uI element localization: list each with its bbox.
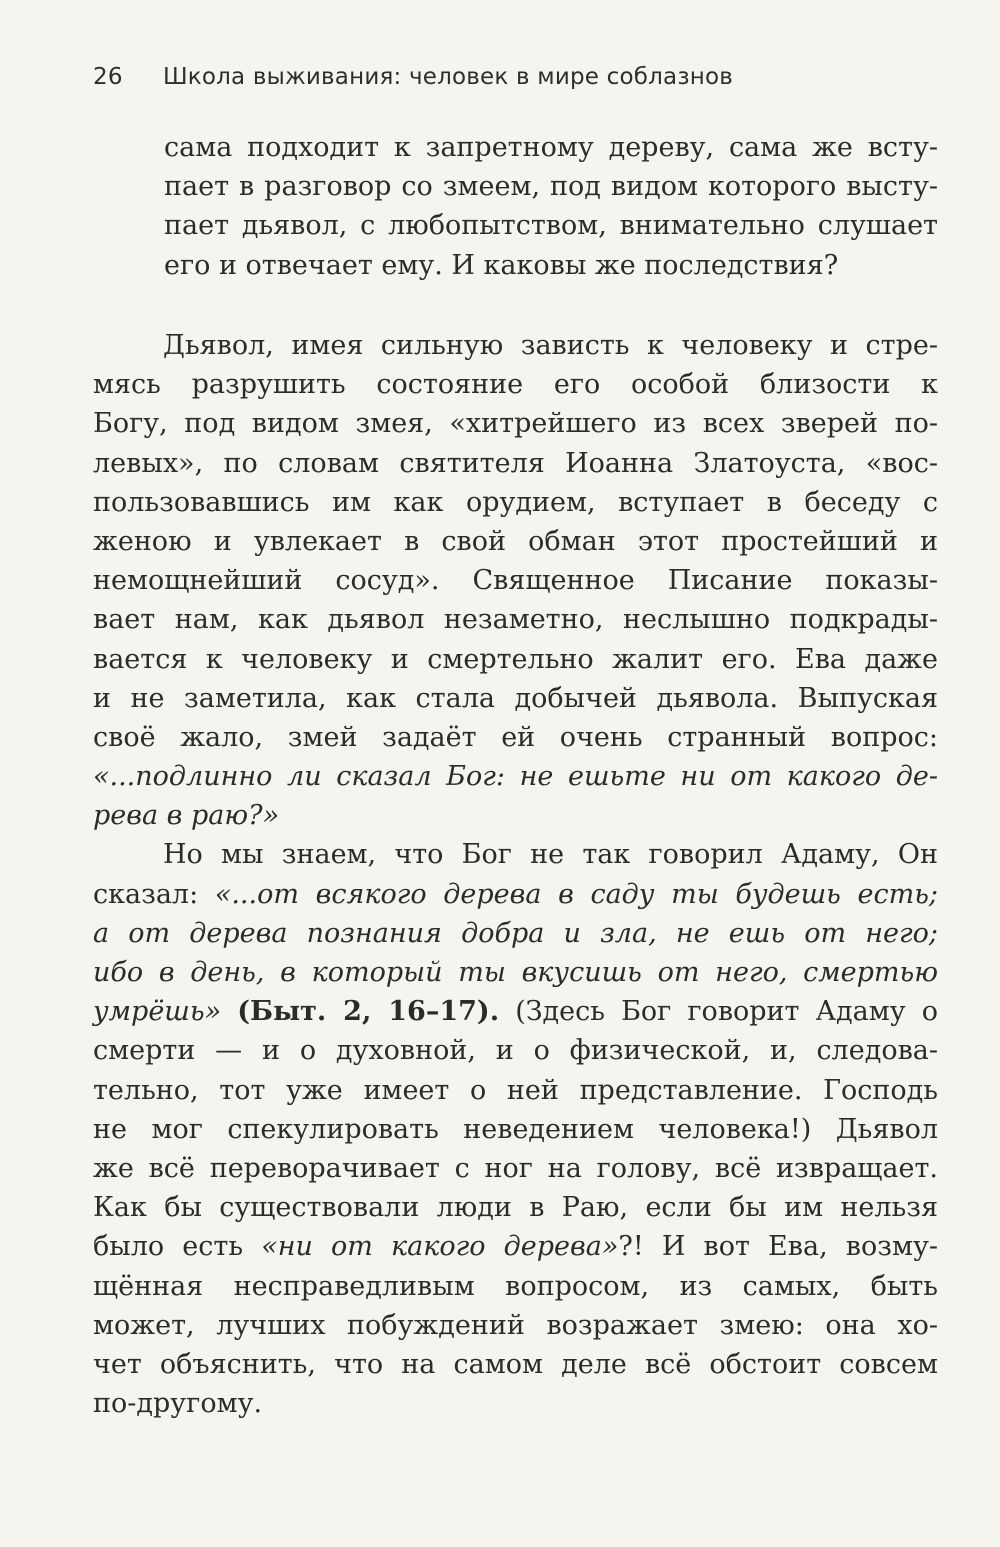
text-line: смерти — и о духовной, и о физической, и, следова- (93, 1035, 938, 1067)
text-span: ?! И вот Ева, возму- (618, 1231, 938, 1263)
text-line: пает в разговор со змеем, под видом которого высту- (164, 171, 938, 203)
text-line: вает нам, как дьявол незаметно, неслышно подкрады- (93, 604, 938, 636)
text-line: вается к человеку и смертельно жалит его. Ева даже (93, 643, 938, 675)
continued-paragraph (164, 128, 938, 285)
text-line: мясь разрушить состояние его особой близости к (93, 369, 938, 401)
text-line (93, 1227, 938, 1266)
text-line: сама подходит к запретному дереву, сама же всту- (164, 132, 938, 163)
text-line: Богу, под видом змея, «хитрейшего из всех зверей по- (93, 408, 938, 440)
text-line: щённая несправедливым вопросом, из самых, быть (93, 1270, 938, 1302)
running-head (93, 64, 733, 90)
text-line: своё жало, змей задаёт ей очень странный вопрос: (93, 721, 938, 753)
text-span: было есть (93, 1231, 262, 1263)
text-line: же всё переворачивает с ног на голову, всё извращает. (93, 1152, 938, 1184)
text-span: (Здесь Бог говорит Адаму о (515, 996, 938, 1028)
scripture-quote-line: ибо в день, в который ты вкусишь от него, смертью (93, 957, 938, 988)
scripture-quote: «...от всякого дерева в саду ты будешь есть; (214, 878, 939, 910)
text-line: по-другому. (93, 1388, 263, 1420)
text-line: тельно, тот уже имеет о ней представление. Господь (93, 1074, 938, 1106)
text-line: пользовавшись им как орудием, вступает в беседу с (93, 486, 938, 518)
main-text (93, 326, 938, 1423)
scripture-quote: умрёшь» (93, 996, 222, 1028)
text-line: левых», по словам святителя Иоанна Златоуста, «вос- (93, 447, 938, 479)
scripture-reference: (Быт. 2, 16–17). (237, 996, 500, 1028)
scripture-quote-line: рева в раю?» (93, 800, 280, 832)
text-line: немощнейший сосуд». Священное Писание показы- (93, 565, 938, 597)
book-title: Школа выживания: человек в мире соблазнов (163, 64, 734, 90)
page-number: 26 (93, 64, 123, 90)
scripture-quote: «ни от какого дерева» (261, 1231, 619, 1263)
text-span: сказал: (93, 878, 215, 910)
text-line: его и отвечает ему. И каковы же последствия? (164, 249, 839, 281)
text-line: не мог спекулировать неведением человека!) Дьявол (93, 1113, 938, 1145)
text-line: чет объяснить, что на самом деле всё обстоит совсем (93, 1348, 938, 1380)
text-line: может, лучших побуждений возражает змею: она хо- (93, 1309, 938, 1341)
scripture-quote-line: «...подлинно ли сказал Бог: не ешьте ни от какого де- (93, 761, 938, 793)
text-line: и не заметила, как стала добычей дьявола. Выпуская (93, 682, 938, 714)
text-line (93, 992, 938, 1031)
paragraph-devil-envy (93, 326, 938, 835)
text-line: Дьявол, имея сильную зависть к человеку и стре- (163, 330, 938, 361)
scripture-quote-line: а от дерева познания добра и зла, не ешь от него; (93, 917, 938, 949)
text-line: Но мы знаем, что Бог не так говорил Адаму, Он (163, 839, 938, 871)
text-line (93, 875, 938, 914)
paragraph-god-command (93, 835, 938, 1423)
text-line: Как бы существовали люди в Раю, если бы им нельзя (93, 1192, 938, 1224)
text-line: женою и увлекает в свой обман этот простейший и (93, 525, 938, 557)
text-line: пает дьявол, с любопытством, внимательно слушает (164, 210, 938, 242)
